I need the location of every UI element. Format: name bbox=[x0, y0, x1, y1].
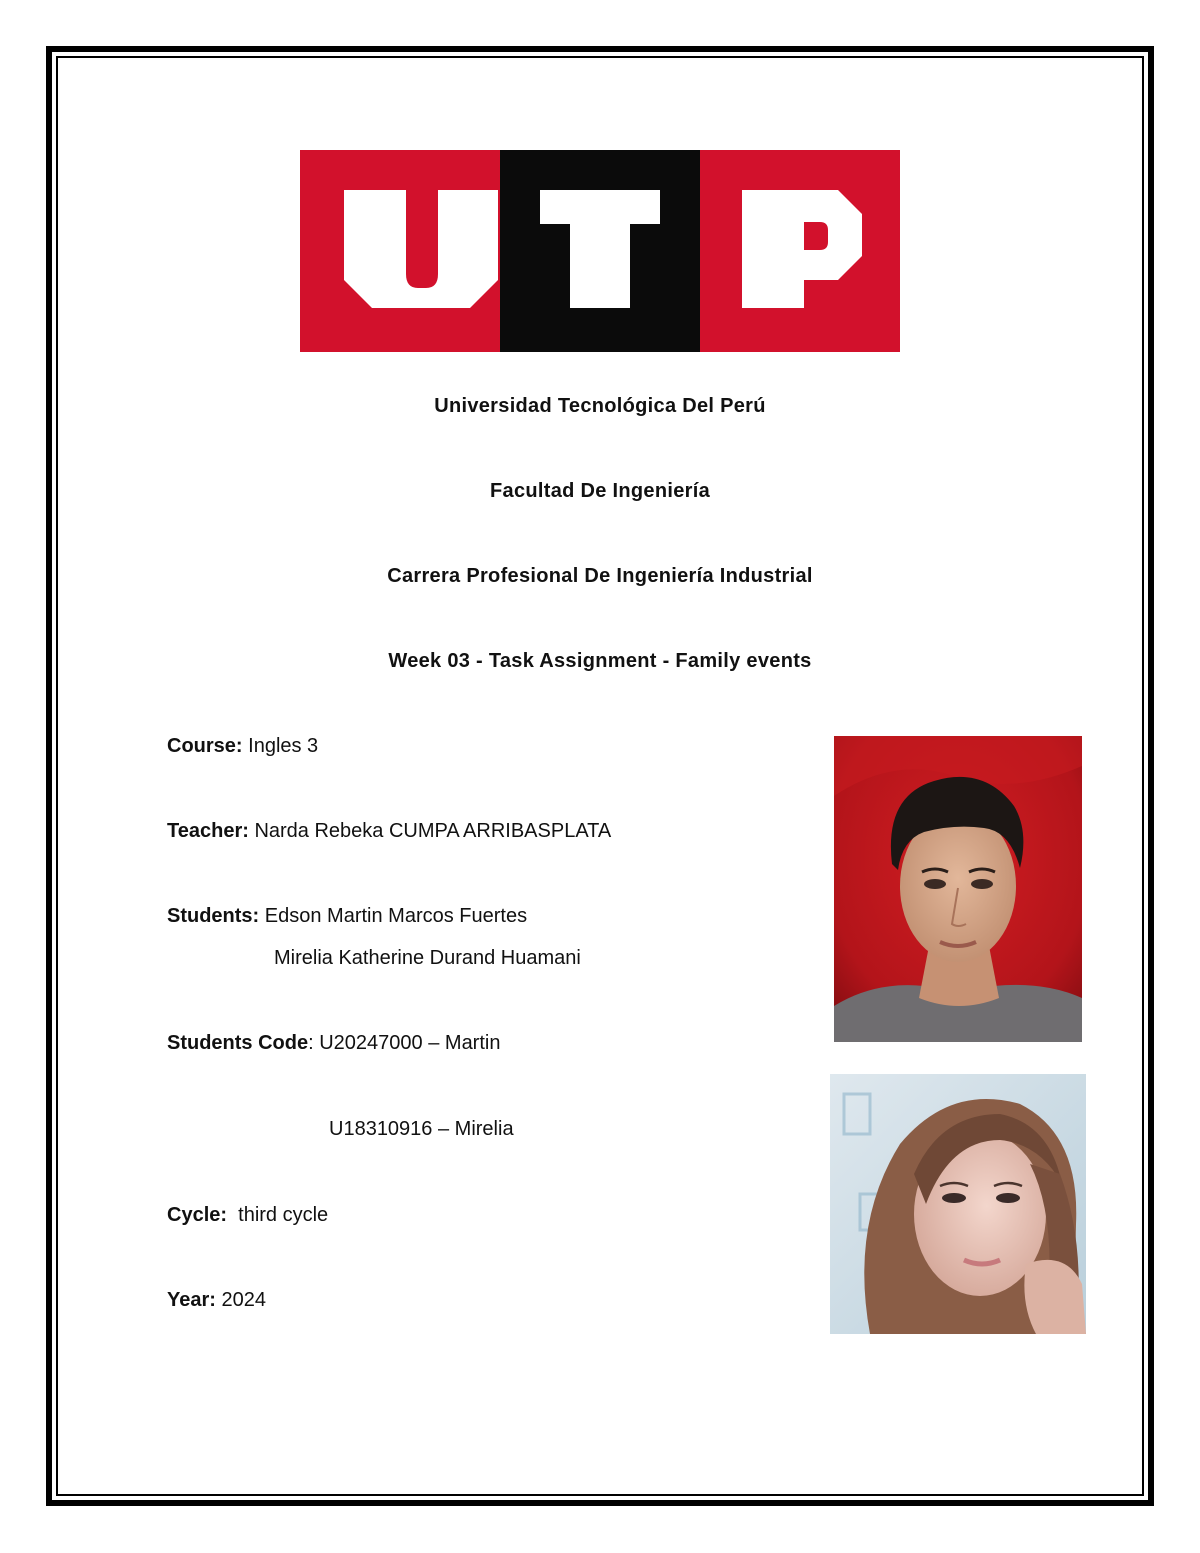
utp-logo bbox=[300, 150, 900, 352]
course-value: Ingles 3 bbox=[242, 735, 319, 757]
faculty-name: Facultad De Ingeniería bbox=[490, 480, 710, 502]
cycle-line bbox=[167, 1204, 328, 1227]
student-name-1: Edson Martin Marcos Fuertes bbox=[259, 905, 528, 927]
student-line-2 bbox=[274, 947, 581, 970]
career-name: Carrera Profesional De Ingeniería Industrial bbox=[387, 565, 813, 587]
course-line bbox=[167, 735, 318, 758]
university-name: Universidad Tecnológica Del Perú bbox=[434, 395, 766, 417]
student-code-1: : U20247000 – Martin bbox=[308, 1032, 501, 1054]
teacher-value: Narda Rebeka CUMPA ARRIBASPLATA bbox=[248, 820, 612, 842]
student-name-2: Mirelia Katherine Durand Huamani bbox=[274, 947, 581, 969]
course-label: Course: bbox=[167, 735, 243, 757]
year-value: 2024 bbox=[215, 1289, 266, 1311]
student-photo-martin bbox=[834, 736, 1082, 1042]
students-code-label: Students Code bbox=[167, 1032, 309, 1054]
cycle-value: third cycle bbox=[227, 1204, 329, 1226]
students-code-line bbox=[167, 1032, 500, 1055]
students-line bbox=[167, 905, 527, 928]
assignment-title: Week 03 - Task Assignment - Family events bbox=[388, 650, 812, 672]
year-label: Year: bbox=[167, 1289, 216, 1311]
student-photo-mirelia bbox=[830, 1074, 1086, 1334]
student-code-2: U18310916 – Mirelia bbox=[329, 1118, 514, 1140]
year-line bbox=[167, 1289, 266, 1312]
teacher-line bbox=[167, 820, 611, 843]
students-label: Students: bbox=[167, 905, 260, 927]
teacher-label: Teacher: bbox=[167, 820, 249, 842]
students-code-line-2 bbox=[329, 1118, 514, 1141]
cycle-label: Cycle: bbox=[167, 1204, 228, 1226]
